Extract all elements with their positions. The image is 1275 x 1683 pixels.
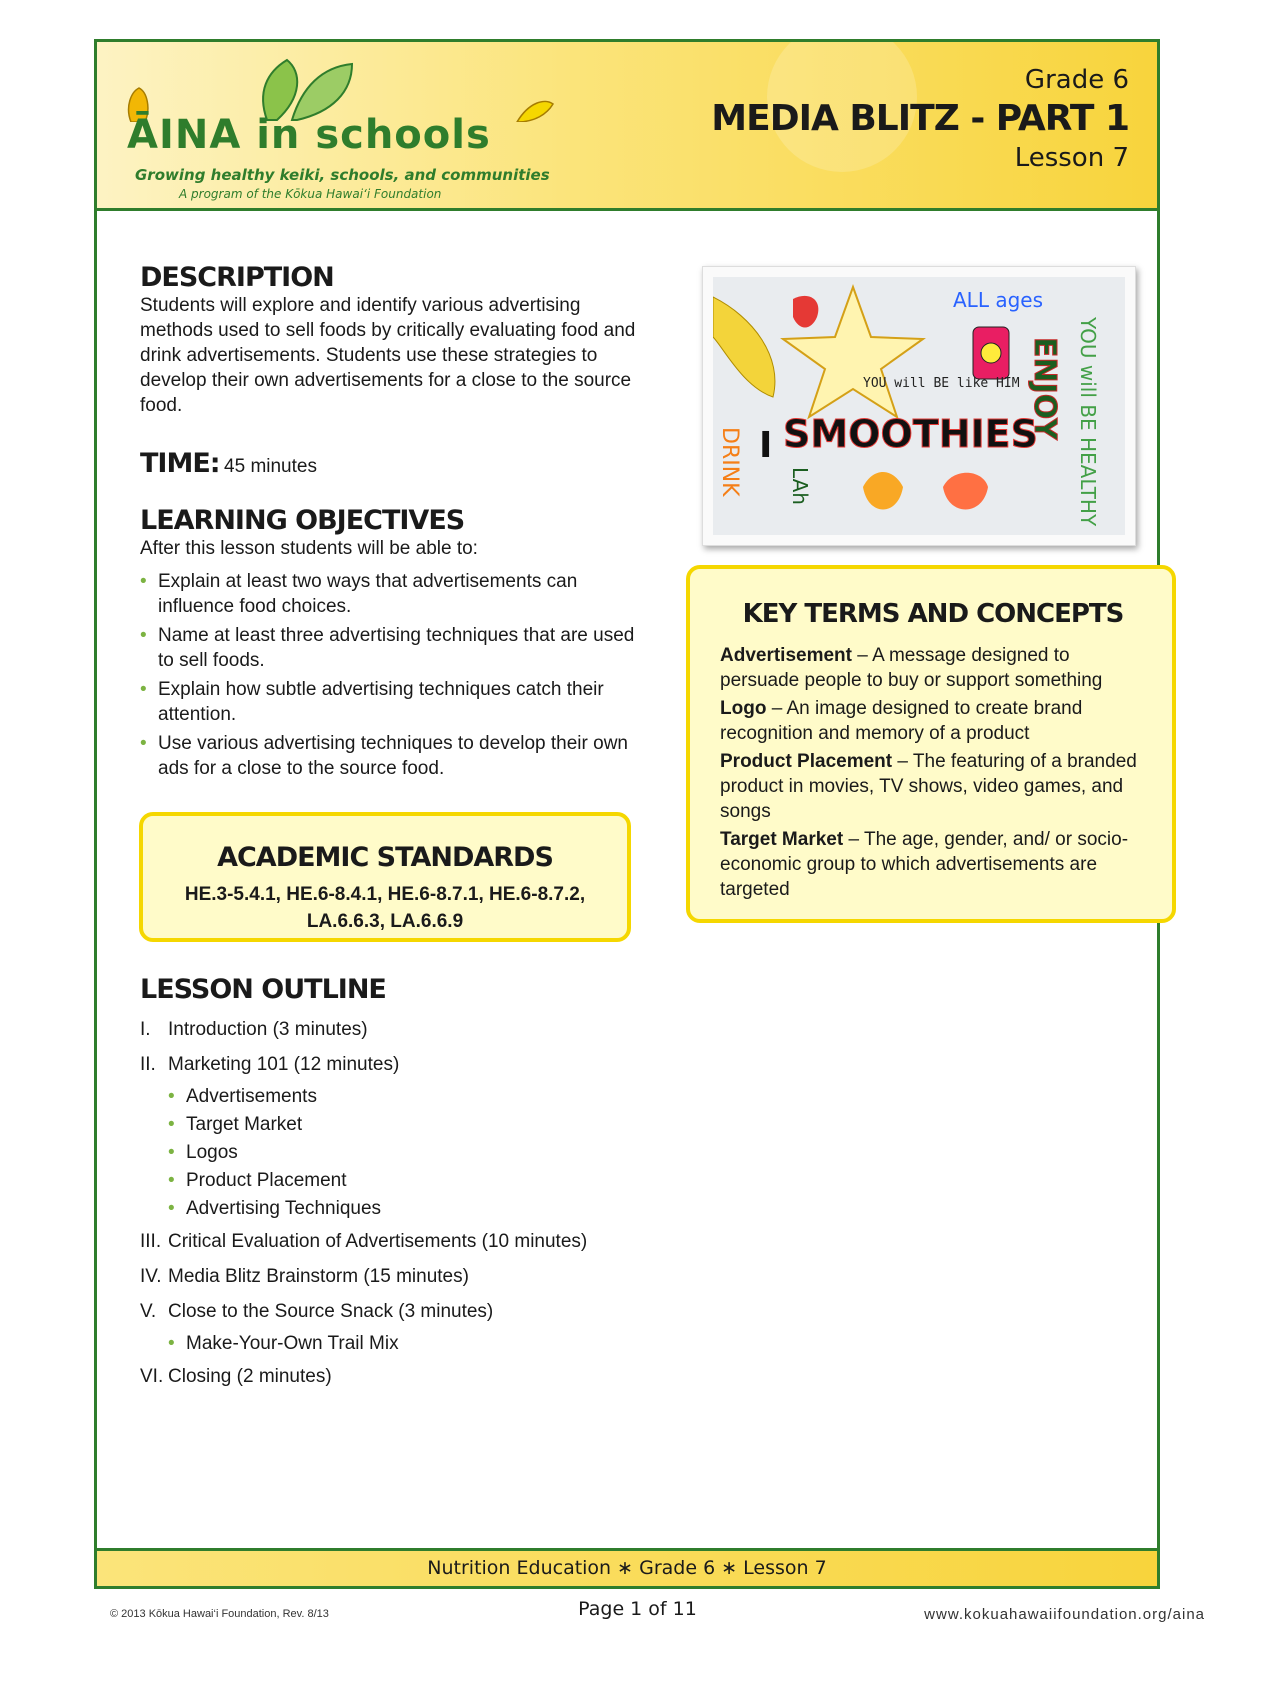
standards-line: LA.6.6.3, LA.6.6.9 (306, 911, 464, 932)
time-heading: TIME: (140, 448, 220, 479)
standards-line: HE.3-5.4.1, HE.6-8.4.1, HE.6-8.7.1, HE.6-8.7.2, (184, 884, 586, 905)
key-terms-box (686, 565, 1176, 923)
outline-list (140, 1017, 640, 1390)
objectives-intro: After this lesson students will be able to: (140, 538, 478, 559)
lesson-outline-section (140, 974, 640, 1399)
key-term (720, 827, 1146, 902)
objective-item: • Use various advertising techniques to develop their own ads for a close to the source food. (140, 731, 640, 781)
outline-text: Marketing 101 (12 minutes) (168, 1054, 400, 1075)
outline-item (140, 1299, 640, 1325)
outline-number: VI. (140, 1366, 164, 1387)
outline-item (140, 1364, 640, 1390)
objectives-section (140, 505, 640, 785)
outline-text: Introduction (3 minutes) (168, 1019, 368, 1040)
copyright-text: © 2013 Kōkua Hawai‘i Foundation, Rev. 8/13 (110, 1608, 329, 1620)
outline-text: Closing (2 minutes) (168, 1366, 332, 1387)
standards-heading: ACADEMIC STANDARDS (217, 842, 553, 873)
outline-number: III. (140, 1231, 162, 1252)
page-header (97, 42, 1157, 211)
poster-word: YOU will BE HEALTHY (1076, 317, 1100, 527)
poster-image (713, 277, 1125, 535)
objectives-list (140, 569, 640, 781)
poster-word: DRINK (717, 427, 742, 497)
outline-text: Close to the Source Snack (3 minutes) (168, 1301, 494, 1322)
term-definition: – An image designed to create brand recognition and memory of a product (720, 698, 1083, 744)
footer-band: Nutrition Education ∗ Grade 6 ∗ Lesson 7 (97, 1548, 1157, 1586)
outline-number: V. (140, 1301, 157, 1322)
term-definition: – A message designed to persuade people to buy or support something (720, 645, 1103, 691)
outline-sublist (168, 1330, 640, 1358)
poster-word: YOU will BE like HIM (863, 376, 1020, 391)
lesson-heading (711, 64, 1129, 174)
logo-wordmark: ĀINA in schools (127, 112, 491, 158)
outline-subitem: • Target Market (168, 1111, 640, 1139)
description-heading: DESCRIPTION (140, 262, 334, 293)
term-definition: – The featuring of a branded product in movies, TV shows, video games, and songs (720, 751, 1137, 822)
term-name: Product Placement (720, 751, 893, 772)
description-text: Students will explore and identify various advertising methods used to sell foods by critically evaluating food and drink advertisements. Students use these strategies to develop their own advertisements for a close to the source food. (140, 295, 636, 416)
poster-word: SMOOTHIES (783, 412, 1038, 456)
key-terms-heading: KEY TERMS AND CONCEPTS (742, 599, 1124, 629)
outline-subitem: • Advertising Techniques (168, 1195, 640, 1223)
student-poster-photo (702, 266, 1136, 546)
outline-item (140, 1052, 640, 1078)
page-number: Page 1 of 11 (578, 1598, 697, 1620)
outline-item (140, 1229, 640, 1255)
footer-url[interactable]: www.kokuahawaiifoundation.org/aina (924, 1606, 1205, 1623)
logo-tagline: Growing healthy keiki, schools, and communities (135, 166, 550, 184)
academic-standards-box (139, 812, 631, 942)
aina-logo (117, 52, 577, 202)
outline-text: Media Blitz Brainstorm (15 minutes) (168, 1266, 469, 1287)
lesson-number: Lesson 7 (1014, 143, 1129, 173)
logo-subtitle: A program of the Kōkua Hawai‘i Foundation (179, 187, 442, 201)
standards-codes (143, 881, 627, 935)
outline-subitem: • Product Placement (168, 1167, 640, 1195)
key-term (720, 643, 1146, 693)
outline-sublist (168, 1083, 640, 1223)
outline-text: Critical Evaluation of Advertisements (10 minutes) (168, 1231, 588, 1252)
description-section (140, 262, 640, 418)
outline-subitem: • Logos (168, 1139, 640, 1167)
key-term (720, 749, 1146, 824)
objectives-heading: LEARNING OBJECTIVES (140, 505, 465, 536)
time-value: 45 minutes (224, 456, 317, 477)
outline-item (140, 1017, 640, 1043)
grade-label: Grade 6 (1024, 65, 1129, 95)
term-definition: – The age, gender, and/ or socio-economic group to which advertisements are targeted (720, 829, 1129, 900)
key-term (720, 696, 1146, 746)
outline-heading: LESSON OUTLINE (140, 974, 386, 1005)
outline-item (140, 1264, 640, 1290)
objective-item: • Explain how subtle advertising techniques catch their attention. (140, 677, 640, 727)
poster-word: LAh (788, 467, 812, 505)
lesson-title: MEDIA BLITZ - PART 1 (711, 98, 1129, 139)
poster-word: ALL ages (953, 288, 1043, 312)
objective-item: • Name at least three advertising techniques that are used to sell foods. (140, 623, 640, 673)
outline-number: II. (140, 1054, 156, 1075)
outline-subitem: • Make-Your-Own Trail Mix (168, 1330, 640, 1358)
objective-item: • Explain at least two ways that advertisements can influence food choices. (140, 569, 640, 619)
outline-number: IV. (140, 1266, 162, 1287)
term-name: Logo (720, 698, 767, 719)
outline-number: I. (140, 1019, 151, 1040)
poster-word: I (759, 425, 773, 466)
term-name: Target Market (720, 829, 844, 850)
term-name: Advertisement (720, 645, 852, 666)
outline-subitem: • Advertisements (168, 1083, 640, 1111)
time-section (140, 448, 640, 479)
poster-word: ENJOY (1027, 337, 1062, 440)
